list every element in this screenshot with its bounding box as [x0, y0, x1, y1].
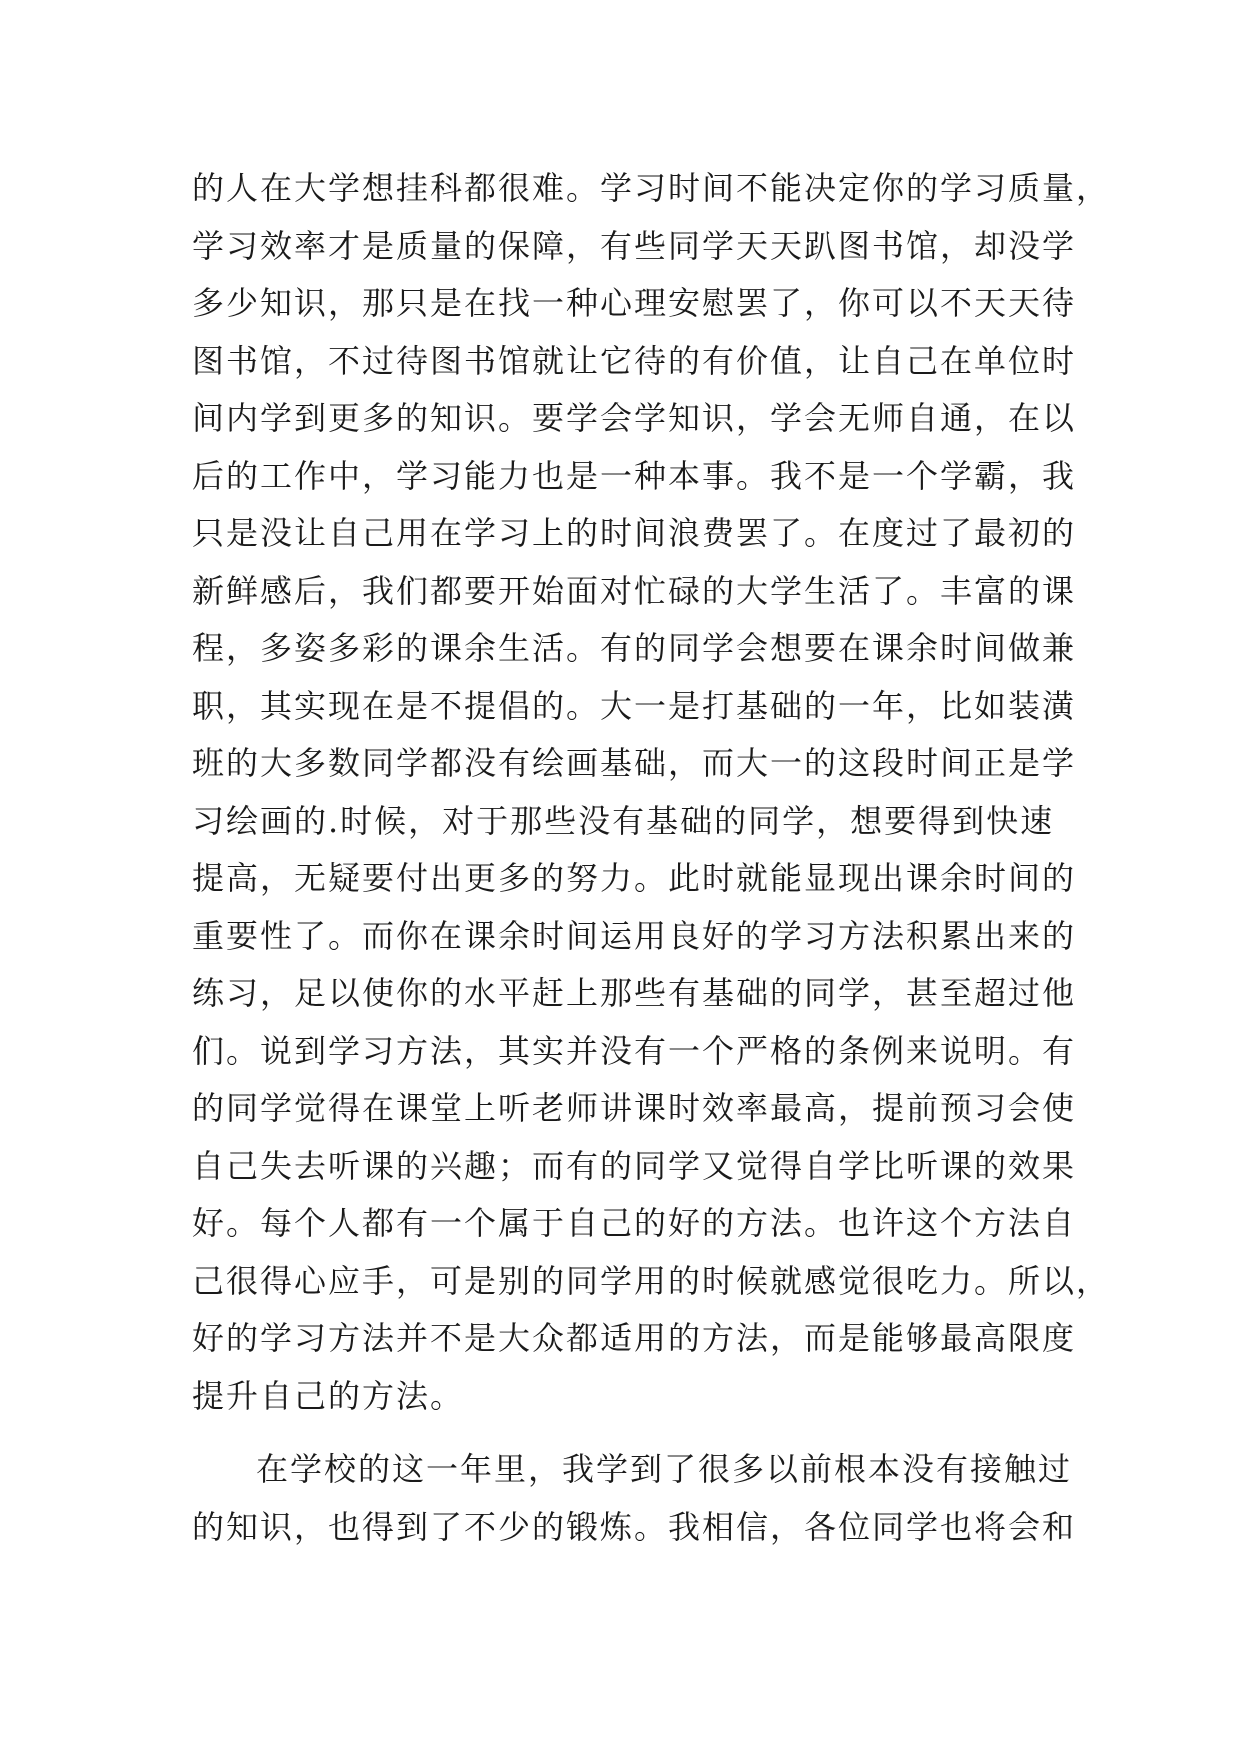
text-line: 学习效率才是质量的保障，有些同学天天趴图书馆，却没学	[192, 226, 1077, 265]
text-line: 职，其实现在是不提倡的。大一是打基础的一年，比如装潢	[192, 686, 1077, 725]
paragraph-1	[192, 160, 1111, 1425]
text-line: 新鲜感后，我们都要开始面对忙碌的大学生活了。丰富的课	[192, 571, 1077, 610]
text-line: 后的工作中，学习能力也是一种本事。我不是一个学霸，我	[192, 456, 1077, 495]
text-line: 的同学觉得在课堂上听老师讲课时效率最高，提前预习会使	[192, 1089, 1077, 1127]
text-line: 程，多姿多彩的课余生活。有的同学会想要在课余时间做兼	[192, 629, 1077, 667]
text-line: 练习，足以使你的水平赶上那些有基础的同学，甚至超过他	[192, 974, 1077, 1012]
text-line: 自己失去听课的兴趣；而有的同学又觉得自学比听课的效果	[192, 1146, 1077, 1185]
text-line: 图书馆，不过待图书馆就让它待的有价值，让自己在单位时	[192, 341, 1077, 380]
text-line: 们。说到学习方法，其实并没有一个严格的条例来说明。有	[192, 1031, 1077, 1070]
text-line: 间内学到更多的知识。要学会学知识，学会无师自通，在以	[192, 399, 1077, 437]
text-line: 的人在大学想挂科都很难。学习时间不能决定你的学习质量，	[192, 169, 1111, 207]
text-line: 在学校的这一年里，我学到了很多以前根本没有接触过	[256, 1450, 1073, 1488]
paragraph-gap	[192, 1425, 1092, 1441]
text-line: 的知识，也得到了不少的锻炼。我相信，各位同学也将会和	[192, 1507, 1077, 1546]
text-line: 班的大多数同学都没有绘画基础，而大一的这段时间正是学	[192, 744, 1077, 782]
text-line: 提高，无疑要付出更多的努力。此时就能显现出课余时间的	[192, 859, 1077, 897]
body-text	[192, 160, 1111, 1556]
text-line: 己很得心应手，可是别的同学用的时候就感觉很吃力。所以，	[192, 1261, 1111, 1300]
text-line: 多少知识，那只是在找一种心理安慰罢了，你可以不天天待	[192, 284, 1077, 322]
text-line: 重要性了。而你在课余时间运用良好的学习方法积累出来的	[192, 916, 1077, 955]
paragraph-2	[192, 1441, 1092, 1556]
text-line: 只是没让自己用在学习上的时间浪费罢了。在度过了最初的	[192, 514, 1077, 552]
text-line: 习绘画的.时候，对于那些没有基础的同学，想要得到快速	[192, 801, 1055, 840]
text-line: 好。每个人都有一个属于自己的好的方法。也许这个方法自	[192, 1204, 1077, 1242]
text-line: 好的学习方法并不是大众都适用的方法，而是能够最高限度	[192, 1319, 1077, 1357]
text-line: 提升自己的方法。	[192, 1376, 465, 1415]
